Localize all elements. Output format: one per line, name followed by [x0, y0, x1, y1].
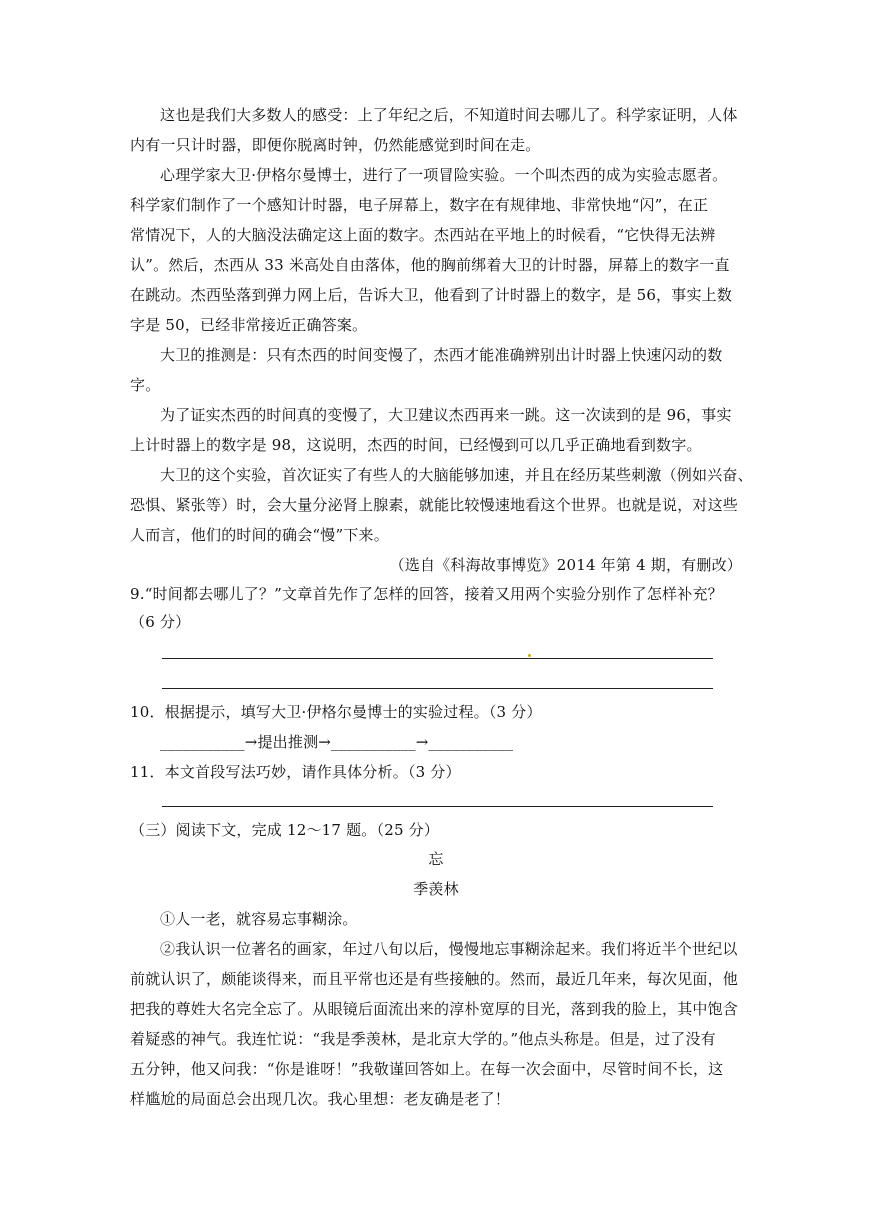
question-9-score: （6 分） [130, 613, 191, 631]
article-line: 把我的尊姓大名完全忘了。从眼镜后面流出来的淳朴宽厚的目光，落到我的脸上，其中饱含 [130, 1000, 739, 1018]
passage-line: 字是 50，已经非常接近正确答案。 [130, 316, 368, 334]
passage-line: 为了证实杰西的时间真的变慢了，大卫建议杰西再来一跳。这一次读到的是 96，事实 [160, 406, 732, 424]
question-11: 11．本文首段写法巧妙，请作具体分析。（3 分） [130, 763, 461, 781]
question-10: 10．根据提示，填写大卫·伊格尔曼博士的实验过程。（3 分） [130, 703, 542, 721]
article-author: 季羡林 [413, 880, 459, 898]
question-10-flow[interactable]: ___________→提出推测→___________→___________ [160, 733, 514, 751]
article-line: 前就认识了，颇能谈得来，而且平常也还是有些接触的。然而，最近几年来，每次见面，他 [130, 970, 739, 988]
article-title: 忘 [428, 850, 444, 868]
passage-line: 人而言，他们的时间的确会“慢”下来。 [130, 526, 389, 544]
article-line: 着疑惑的神气。我连忙说：“我是季羡林，是北京大学的。”他点头称是。但是，过了没有 [130, 1030, 716, 1048]
passage-line: 内有一只计时器，即便你脱离时钟，仍然能感觉到时间在走。 [130, 136, 541, 154]
question-9: 9.“时间都去哪儿了？”文章首先作了怎样的回答，接着又用两个实验分别作了怎样补充？ [130, 585, 723, 603]
passage-line: 心理学家大卫·伊格尔曼博士，进行了一项冒险实验。一个叫杰西的成为实验志愿者。 [160, 166, 728, 184]
passage-line: 在跳动。杰西坠落到弹力网上后，告诉大卫，他看到了计时器上的数字，是 56，事实上数 [130, 286, 733, 304]
article-paragraph-1: ①人一老，就容易忘事糊涂。 [160, 910, 358, 928]
passage-line: 这也是我们大多数人的感受：上了年纪之后，不知道时间去哪儿了。科学家证明，人体 [160, 106, 738, 124]
passage-line: 上计时器上的数字是 98，这说明，杰西的时间，已经慢到可以几乎正确地看到数字。 [130, 436, 702, 454]
article-line: 样尴尬的局面总会出现几次。我心里想：老友确是老了！ [130, 1090, 511, 1108]
section-heading: （三）阅读下文，完成 12～17 题。（25 分） [130, 821, 440, 839]
answer-line[interactable] [162, 658, 713, 659]
article-line: 五分钟，他又问我：“你是谁呀！”我敬谨回答如上。在每一次会面中，尽管时间不长，这 [130, 1060, 724, 1078]
passage-line: 大卫的推测是：只有杰西的时间变慢了，杰西才能准确辨别出计时器上快速闪动的数 [160, 346, 723, 364]
passage-line: 认”。然后，杰西从 33 米高处自由落体，他的胸前绑着大卫的计时器，屏幕上的数字一直 [130, 256, 730, 274]
decorative-dot [528, 654, 531, 657]
passage-line: 常情况下，人的大脑没法确定这上面的数字。杰西站在平地上的时候看，“它快得无法辨 [130, 226, 716, 244]
passage-line: 科学家们制作了一个感知计时器，电子屏幕上，数字在有规律地、非常快地“闪”，在正 [130, 196, 709, 214]
passage-line: 恐惧、紧张等）时，会大量分泌肾上腺素，就能比较慢速地看这个世界。也就是说，对这些 [130, 496, 739, 514]
article-line: ②我认识一位著名的画家，年过八旬以后，慢慢地忘事糊涂起来。我们将近半个世纪以 [160, 940, 738, 958]
answer-line[interactable] [162, 806, 713, 807]
passage-line: 大卫的这个实验，首次证实了有些人的大脑能够加速，并且在经历某些刺激（例如兴奋、 [160, 466, 753, 484]
answer-line[interactable] [162, 688, 713, 689]
passage-line: 字。 [130, 376, 161, 394]
source-citation: （选自《科海故事博览》2014 年第 4 期，有删改） [389, 556, 742, 574]
